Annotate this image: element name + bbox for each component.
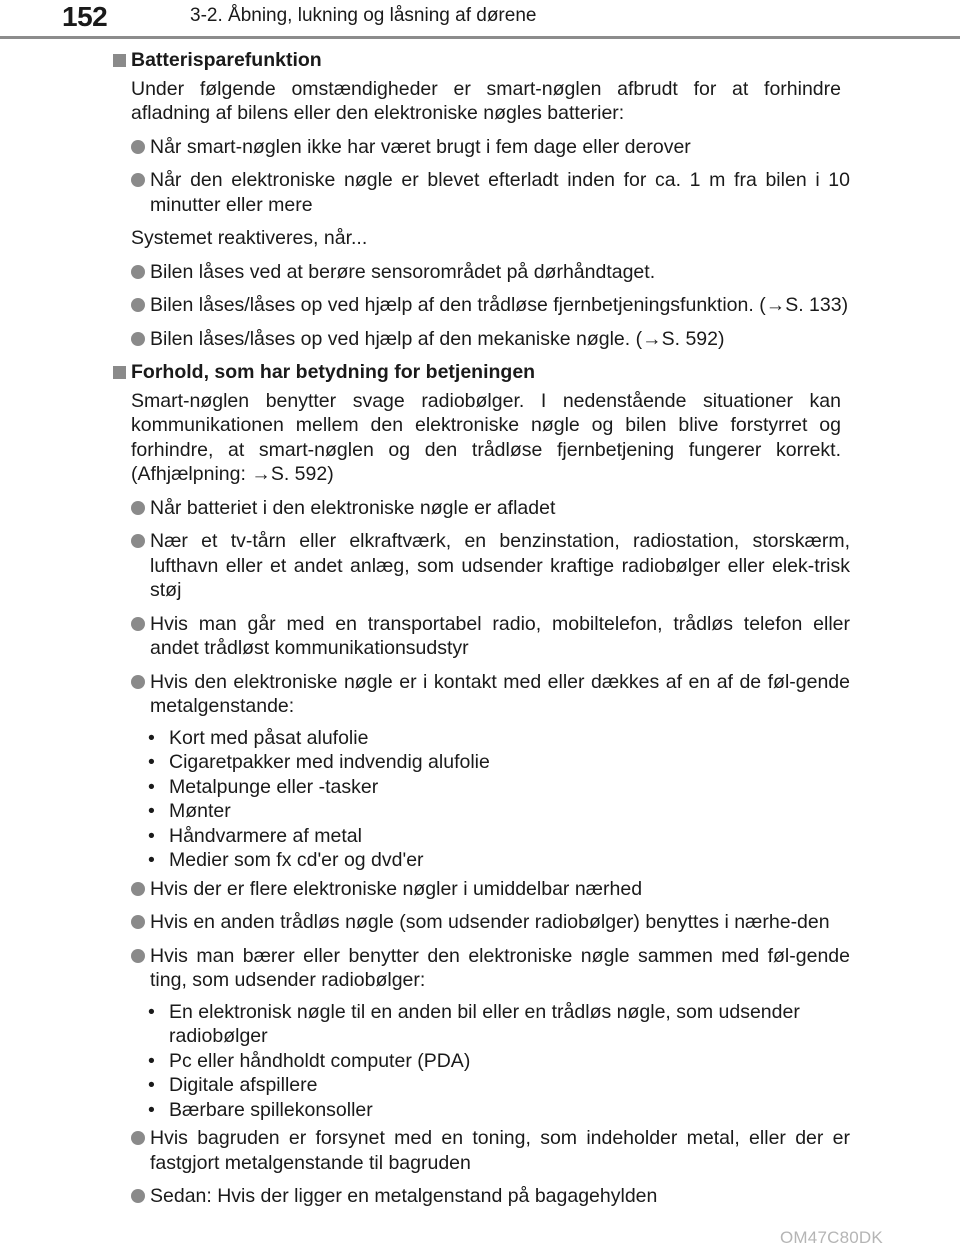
round-bullet-icon (131, 1131, 145, 1145)
list-item: Bilen låses ved at berøre sensorområdet på dørhåndtaget. (0, 260, 850, 285)
list-item: Hvis man går med en transportabel radio, mobiltelefon, trådløs telefon eller andet trådløst kommunikationsudstyr (0, 612, 850, 661)
list-item: Når den elektroniske nøgle er blevet efterladt inden for ca. 1 m fra bilen i 10 minutter eller mere (0, 168, 850, 217)
round-bullet-icon (131, 298, 145, 312)
list-item: Hvis den elektroniske nøgle er i kontakt med eller dækkes af en af de føl-gende metalgenstande: (0, 670, 850, 719)
sub-list-item: • Medier som fx cd'er og dvd'er (148, 849, 424, 871)
paragraph: Under følgende omstændigheder er smart-nøglen afbrudt for at forhindre afladning af bilens eller den elektroniske nøgles batterier: (131, 77, 841, 124)
round-bullet-icon (131, 501, 145, 515)
list-item: Bilen låses/låses op ved hjælp af den trådløse fjernbetjeningsfunktion. (→S. 133) (0, 293, 850, 318)
list-item: Hvis bagruden er forsynet med en toning, som indeholder metal, eller der er fastgjort metalgenstande til bagruden (0, 1126, 850, 1175)
round-bullet-icon (131, 617, 145, 631)
round-bullet-icon (131, 882, 145, 896)
round-bullet-icon (131, 332, 145, 346)
round-bullet-icon (131, 534, 145, 548)
list-item: Når smart-nøglen ikke har været brugt i fem dage eller derover (0, 135, 850, 160)
footer-watermark: OM47C80DK (780, 1228, 883, 1247)
sub-list-item: • Metalpunge eller -tasker (148, 775, 379, 798)
round-bullet-icon (131, 675, 145, 689)
device-items-list (0, 1000, 960, 1123)
metal-items-list (0, 726, 960, 873)
round-bullet-icon (131, 265, 145, 279)
section-title: 3-2. Åbning, lukning og låsning af dørene (190, 5, 537, 26)
sub-list-item: • Håndvarmere af metal (148, 824, 362, 847)
list-item: Nær et tv-tårn eller elkraftværk, en benzinstation, radiostation, storskærm, lufthavn eller et andet anlæg, som udsender kraftige radiobølger eller elek-trisk støj (0, 529, 850, 603)
list-item: Hvis man bærer eller benytter den elektroniske nøgle sammen med føl-gende ting, som udsender radiobølger: (0, 944, 850, 993)
sub-list-item: • Pc eller håndholdt computer (PDA) (148, 1049, 471, 1072)
sub-list-item: • Cigaretpakker med indvendig alufolie (148, 751, 490, 773)
round-bullet-icon (131, 915, 145, 929)
paragraph: Smart-nøglen benytter svage radiobølger. I nedenstående situationer kan kommunikationen mellem den elektroniske nøgle og bilen blive forstyrret og forhindre, at smart-nøglen og den trådløse fjernbetjening fungerer korrekt. (Afhjælpning: →S. 592) (131, 389, 841, 485)
round-bullet-icon (131, 949, 145, 963)
list-item: Når batteriet i den elektroniske nøgle er afladet (0, 496, 850, 521)
page-content (0, 48, 960, 1218)
round-bullet-icon (131, 173, 145, 187)
list-item: Sedan: Hvis der ligger en metalgenstand på bagagehylden (0, 1184, 850, 1209)
section-heading-battery: Batterisparefunktion (0, 48, 960, 73)
list-item: Hvis en anden trådløs nøgle (som udsender radiobølger) benyttes i nærhe-den (0, 910, 850, 935)
header-rule (0, 36, 960, 39)
round-bullet-icon (131, 140, 145, 154)
square-bullet-icon (113, 366, 126, 379)
round-bullet-icon (131, 1189, 145, 1203)
sub-list-item: • Mønter (148, 800, 231, 822)
page-header (0, 0, 960, 40)
paragraph: Systemet reaktiveres, når... (131, 227, 368, 249)
list-item: Bilen låses/låses op ved hjælp af den mekaniske nøgle. (→S. 592) (0, 327, 850, 352)
sub-list-item: • Digitale afspillere (148, 1074, 318, 1096)
sub-list-item: • Kort med påsat alufolie (148, 726, 369, 749)
sub-list-item: • Bærbare spillekonsoller (148, 1098, 373, 1121)
sub-list-item: • En elektronisk nøgle til en anden bil eller en trådløs nøgle, som udsender radiobølger (148, 1000, 800, 1047)
list-item: Hvis der er flere elektroniske nøgler i umiddelbar nærhed (0, 877, 850, 902)
page-number: 152 (62, 1, 108, 32)
section-heading-conditions: Forhold, som har betydning for betjeningen (0, 360, 960, 385)
square-bullet-icon (113, 54, 126, 67)
